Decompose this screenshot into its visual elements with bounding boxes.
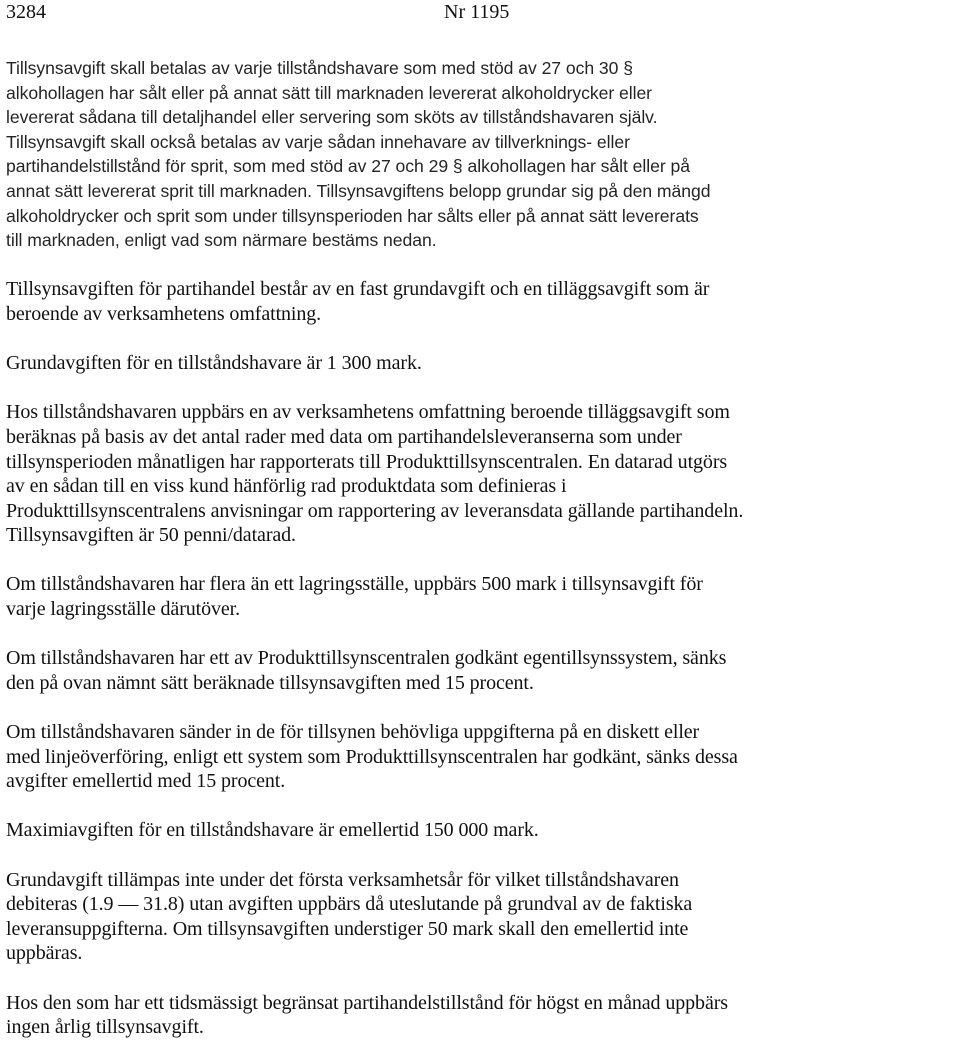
paragraph [6, 818, 954, 843]
text-line: Hos den som har ett tidsmässigt begränsat partihandelstillstånd för högst en månad uppbärs [6, 991, 728, 1014]
document-body [6, 56, 954, 1064]
page-header [6, 0, 954, 32]
paragraph [6, 991, 954, 1040]
text-line: med linjeöverföring, enligt ett system som Produkttillsynscentralen har godkänt, sänks dessa [6, 745, 738, 768]
paragraph [6, 56, 954, 253]
text-line: Om tillståndshavaren sänder in de för tillsynen behövliga uppgifterna på en diskett eller [6, 721, 700, 744]
page-number: 3284 [6, 1, 46, 23]
text-line: till marknaden, enligt vad som närmare bestäms nedan. [6, 230, 437, 251]
document-number: Nr 1195 [444, 1, 510, 23]
paragraph [6, 572, 954, 621]
text-line: Hos tillståndshavaren uppbärs en av verksamhetens omfattning beroende tilläggsavgift som [6, 401, 730, 424]
text-line: Grundavgiften för en tillståndshavare är 1 300 mark. [6, 352, 422, 375]
text-line: leveransuppgifterna. Om tillsynsavgiften understiger 50 mark skall den emellertid inte [6, 917, 689, 940]
text-line: beroende av verksamhetens omfattning. [6, 302, 322, 325]
text-line: Om tillståndshavaren har flera än ett lagringsställe, uppbärs 500 mark i tillsynsavgift för [6, 573, 703, 596]
text-line: av en sådan till en viss kund hänförlig rad produktdata som definieras i [6, 475, 567, 498]
text-line: tillsynsperioden månatligen har rapporterats till Produkttillsynscentralen. En datarad utgörs [6, 450, 728, 473]
text-line: alkohollagen har sålt eller på annat sätt till marknaden levererat alkoholdrycker eller [6, 82, 652, 103]
text-line: alkoholdrycker och sprit som under tillsynsperioden har sålts eller på annat sätt levererats [6, 205, 699, 226]
text-line: debiteras (1.9 — 31.8) utan avgiften uppbärs då uteslutande på grundval av de faktiska [6, 893, 693, 916]
paragraph [6, 277, 954, 326]
text-line: Tillsynsavgiften för partihandel består av en fast grundavgift och en tilläggsavgift som är [6, 278, 710, 301]
paragraph [6, 720, 954, 794]
text-line: ingen årlig tillsynsavgift. [6, 1016, 204, 1039]
text-line: varje lagringsställe därutöver. [6, 598, 241, 621]
text-line: Tillsynsavgiften är 50 penni/datarad. [6, 524, 296, 547]
text-line: Maximiavgiften för en tillståndshavare är emellertid 150 000 mark. [6, 819, 539, 842]
text-line: annat sätt levererat sprit till marknaden. Tillsynsavgiftens belopp grundar sig på den mängd [6, 180, 711, 201]
paragraph [6, 351, 954, 376]
text-line: levererat sådana till detaljhandel eller servering som sköts av tillståndshavaren själv. [6, 107, 658, 128]
text-line: uppbäras. [6, 942, 83, 965]
text-line: Tillsynsavgift skall betalas av varje tillståndshavare som med stöd av 27 och 30 § [6, 58, 633, 78]
text-line: Tillsynsavgift skall också betalas av varje sådan innehavare av tillverknings- eller [6, 131, 630, 152]
paragraph [6, 646, 954, 695]
text-line: Om tillståndshavaren har ett av Produkttillsynscentralen godkänt egentillsynssystem, sänks [6, 647, 727, 670]
text-line: partihandelstillstånd för sprit, som med stöd av 27 och 29 § alkohollagen har sålt eller på [6, 156, 690, 177]
text-line: avgifter emellertid med 15 procent. [6, 770, 286, 793]
paragraph [6, 868, 954, 966]
text-line: Grundavgift tillämpas inte under det första verksamhetsår för vilket tillståndshavaren [6, 868, 679, 891]
paragraph [6, 400, 954, 548]
text-line: beräknas på basis av det antal rader med data om partihandelsleveranserna som under [6, 425, 682, 448]
text-line: den på ovan nämnt sätt beräknade tillsynsavgiften med 15 procent. [6, 671, 534, 694]
text-line: Produkttillsynscentralens anvisningar om rapportering av leveransdata gällande partihandeln. [6, 499, 744, 522]
